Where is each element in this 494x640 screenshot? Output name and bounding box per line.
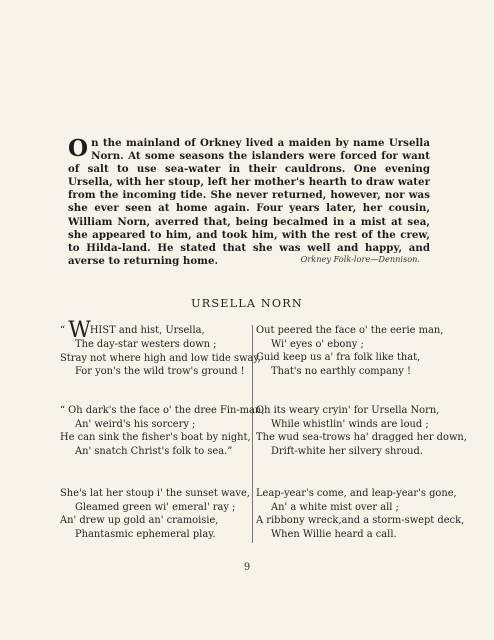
prose-first-part: n the mainland of Orkney lived a maiden by name Ursella Norn. At some seasons the islanders were forced for want of salt to use sea-water in their cauldrons. One evening Ursella, with her stoup, left her mother's hearth to draw water from the incoming tide. She never returned, however, nor was she ever seen at home again. <box>68 137 430 215</box>
poem-line: An' weird's his sorcery ; <box>75 418 196 430</box>
poem-title: URSELLA NORN <box>191 297 303 310</box>
poem-line: Oh its weary cryin' for Ursella Norn, <box>256 405 440 416</box>
stanza-left-1 <box>60 318 261 379</box>
stanza-left-2 <box>60 404 265 458</box>
introductory-prose <box>68 137 430 268</box>
poem-line: He can sink the fisher's boat by night, <box>60 432 251 444</box>
poem-line: “ Oh dark's the face o' the dree Fin-man, <box>60 405 265 416</box>
stanza-right-3 <box>256 487 465 541</box>
poem-line: For yon's the wild trow's ground ! <box>75 366 245 378</box>
prose-citation: Orkney Folk-lore—Dennison. <box>300 254 420 264</box>
poem-line: Stray not where high and low tide sway, <box>60 352 261 364</box>
poem-line: While whistlin' winds are loud ; <box>271 418 429 430</box>
stanza-right-1 <box>256 324 446 378</box>
poem-line: An' snatch Christ's folk to sea.” <box>75 445 233 457</box>
poem-line: An' a white mist over all ; <box>271 501 399 513</box>
poem-line: When Willie heard a call. <box>271 528 397 540</box>
stanza-right-2 <box>256 404 467 458</box>
poem-line: Guid keep us a' fra folk like that, <box>256 352 421 364</box>
poem-line: A ribbony wreck,and a storm-swept deck, <box>256 515 465 527</box>
poem-line: An' drew up gold an' cramoisie, <box>60 515 219 527</box>
stanza-left-3 <box>60 487 248 541</box>
prose-dropcap: O <box>68 135 89 162</box>
poem-line: Gleamed green wi' emeral' ray ; <box>75 501 236 513</box>
poem-line: Wi' eyes o' ebony ; <box>271 338 364 350</box>
poem-initial-letter: W <box>68 318 90 343</box>
poem-columns <box>60 318 467 546</box>
page-number: 9 <box>243 562 251 573</box>
poem-line: “ WHIST and hist, Ursella, <box>60 318 205 343</box>
poem-line: The wud sea-trows ha' dragged her down, <box>256 432 467 444</box>
poem-line: Out peered the face o' the eerie man, <box>256 325 444 336</box>
poem-line: She's lat her stoup i' the sunset wave, <box>60 488 250 499</box>
poem-line: That's no earthly company ! <box>271 365 411 377</box>
poem-line: The day-star westers down ; <box>75 339 217 350</box>
poem-line: Leap-year's come, and leap-year's gone, <box>256 488 457 499</box>
poem-line: Drift-white her silvery shroud. <box>271 445 423 457</box>
prose-second-part: Four years later, her cousin, William Norn, averred that, being becalmed in a mist at sea, she appeared to him, and took him, with the rest of the crew, to Hilda-land. He stated that she was well and happy, and averse to returning home. <box>68 202 430 267</box>
poem-line: Phantasmic ephemeral play. <box>75 528 216 540</box>
